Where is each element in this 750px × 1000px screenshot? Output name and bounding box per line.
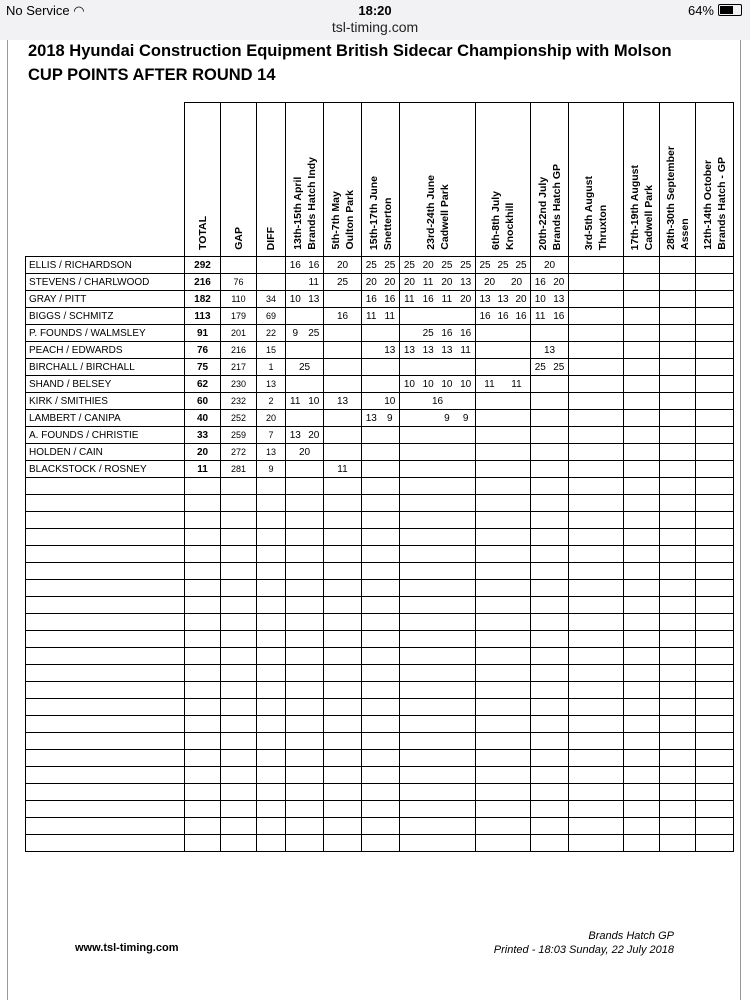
empty-row (26, 750, 734, 767)
round-cell (531, 444, 569, 461)
round-cell (324, 376, 362, 393)
round-cell (569, 461, 624, 478)
round-cell (286, 342, 324, 359)
round-cell (696, 257, 734, 274)
round-cell (569, 274, 624, 291)
empty-row (26, 495, 734, 512)
cell-name: BIGGS / SCHMITZ (26, 308, 185, 325)
cell-gap: 281 (221, 461, 257, 478)
wifi-icon: ◠ (73, 3, 85, 18)
round-cell (624, 427, 660, 444)
round-cell: 13 13 20 (476, 291, 531, 308)
empty-row (26, 648, 734, 665)
round-header: 12th-14th October Brands Hatch - GP (696, 103, 734, 257)
total-header: TOTAL (185, 103, 221, 257)
cell-diff: 20 (257, 410, 286, 427)
round-header: 15th-17th June Snetterton (362, 103, 400, 257)
round-cell (660, 444, 696, 461)
round-cell (696, 291, 734, 308)
round-cell (569, 427, 624, 444)
round-cell (696, 359, 734, 376)
round-cell (324, 342, 362, 359)
cell-diff (257, 274, 286, 291)
document-page (0, 40, 750, 1000)
table-row (26, 393, 734, 410)
round-cell (569, 359, 624, 376)
cell-gap: 252 (221, 410, 257, 427)
round-cell: 11 (286, 274, 324, 291)
round-cell: 25 25 (531, 359, 569, 376)
round-cell: 13 20 (286, 427, 324, 444)
cell-gap: 259 (221, 427, 257, 444)
cell-total: 11 (185, 461, 221, 478)
empty-row (26, 835, 734, 852)
round-cell (531, 461, 569, 478)
round-cell (324, 427, 362, 444)
round-cell: 16 (400, 393, 476, 410)
round-cell (362, 325, 400, 342)
round-cell (531, 325, 569, 342)
table-row (26, 274, 734, 291)
round-cell (569, 325, 624, 342)
cell-diff: 22 (257, 325, 286, 342)
cell-diff: 1 (257, 359, 286, 376)
round-cell (696, 325, 734, 342)
round-cell (362, 444, 400, 461)
round-cell: 13 (531, 342, 569, 359)
footer-printed: Printed - 18:03 Sunday, 22 July 2018 (493, 944, 674, 956)
cell-total: 76 (185, 342, 221, 359)
table-row (26, 359, 734, 376)
round-cell (476, 342, 531, 359)
round-cell (324, 410, 362, 427)
empty-row (26, 818, 734, 835)
round-cell (624, 376, 660, 393)
round-cell: 9 25 (286, 325, 324, 342)
round-header: 28th-30th September Assen (660, 103, 696, 257)
empty-row (26, 563, 734, 580)
round-header: 13th-15th April Brands Hatch Indy (286, 103, 324, 257)
points-table (25, 102, 734, 852)
round-cell (286, 308, 324, 325)
cell-total: 216 (185, 274, 221, 291)
round-cell: 11 16 11 20 (400, 291, 476, 308)
round-cell: 25 20 25 25 (400, 257, 476, 274)
empty-row (26, 546, 734, 563)
round-cell: 25 16 16 (400, 325, 476, 342)
table-row (26, 342, 734, 359)
cell-diff: 34 (257, 291, 286, 308)
round-cell: 20 (324, 257, 362, 274)
cell-total: 292 (185, 257, 221, 274)
cell-diff: 13 (257, 376, 286, 393)
round-cell: 9 9 (400, 410, 476, 427)
empty-row (26, 682, 734, 699)
name-header (26, 103, 185, 257)
round-cell (660, 308, 696, 325)
round-cell (400, 444, 476, 461)
round-cell: 20 (286, 444, 324, 461)
round-cell (660, 427, 696, 444)
cell-diff: 9 (257, 461, 286, 478)
round-cell (660, 376, 696, 393)
round-cell: 16 16 (286, 257, 324, 274)
empty-row (26, 512, 734, 529)
round-cell (696, 308, 734, 325)
battery-icon (718, 4, 742, 16)
cell-total: 91 (185, 325, 221, 342)
round-cell: 16 20 (531, 274, 569, 291)
address-bar[interactable]: tsl-timing.com (331, 19, 419, 35)
cell-total: 182 (185, 291, 221, 308)
round-cell (624, 291, 660, 308)
cell-diff (257, 257, 286, 274)
footer-event: Brands Hatch GP (588, 930, 674, 942)
round-cell (660, 325, 696, 342)
round-cell (624, 325, 660, 342)
round-cell (362, 376, 400, 393)
table-row (26, 291, 734, 308)
round-cell: 25 25 (362, 257, 400, 274)
cell-gap: 272 (221, 444, 257, 461)
round-cell (696, 393, 734, 410)
round-cell: 25 (286, 359, 324, 376)
round-cell (696, 342, 734, 359)
round-cell (660, 393, 696, 410)
round-cell (324, 444, 362, 461)
round-cell: 13 13 13 11 (400, 342, 476, 359)
cell-diff: 13 (257, 444, 286, 461)
round-cell (324, 359, 362, 376)
round-cell: 20 (531, 257, 569, 274)
round-cell (624, 410, 660, 427)
round-cell (569, 291, 624, 308)
round-cell (362, 359, 400, 376)
table-row (26, 461, 734, 478)
cell-gap: 76 (221, 274, 257, 291)
round-cell (531, 393, 569, 410)
clock: 18:20 (358, 3, 392, 18)
page-title: 2018 Hyundai Construction Equipment British Sidecar Championship with Molson (28, 42, 672, 60)
cell-gap: 216 (221, 342, 257, 359)
round-cell (660, 461, 696, 478)
round-cell (569, 393, 624, 410)
cell-name: HOLDEN / CAIN (26, 444, 185, 461)
round-cell: 11 11 (476, 376, 531, 393)
round-cell: 11 10 (286, 393, 324, 410)
round-cell (400, 359, 476, 376)
round-cell (569, 342, 624, 359)
round-cell (286, 376, 324, 393)
page-subtitle: CUP POINTS AFTER ROUND 14 (28, 66, 276, 84)
cell-total: 60 (185, 393, 221, 410)
round-cell (696, 444, 734, 461)
round-cell (624, 393, 660, 410)
round-cell (569, 308, 624, 325)
round-header: 17th-19th August Cadwell Park (624, 103, 660, 257)
round-cell (286, 461, 324, 478)
round-cell: 16 16 16 (476, 308, 531, 325)
round-header: 5th-7th May Oulton Park (324, 103, 362, 257)
round-cell (569, 410, 624, 427)
round-cell (362, 427, 400, 444)
cell-total: 40 (185, 410, 221, 427)
round-cell (400, 427, 476, 444)
round-cell (660, 257, 696, 274)
round-cell: 11 16 (531, 308, 569, 325)
cell-name: BLACKSTOCK / ROSNEY (26, 461, 185, 478)
gap-header: GAP (221, 103, 257, 257)
cell-diff: 2 (257, 393, 286, 410)
empty-row (26, 529, 734, 546)
round-cell (696, 410, 734, 427)
cell-name: P. FOUNDS / WALMSLEY (26, 325, 185, 342)
cell-name: KIRK / SMITHIES (26, 393, 185, 410)
round-cell (660, 410, 696, 427)
table-row (26, 410, 734, 427)
round-cell (624, 257, 660, 274)
empty-row (26, 767, 734, 784)
cell-gap: 179 (221, 308, 257, 325)
round-cell (660, 342, 696, 359)
round-header: 20th-22nd July Brands Hatch GP (531, 103, 569, 257)
round-cell (569, 257, 624, 274)
round-cell (660, 359, 696, 376)
empty-row (26, 665, 734, 682)
cell-name: BIRCHALL / BIRCHALL (26, 359, 185, 376)
round-cell (324, 325, 362, 342)
round-cell (531, 427, 569, 444)
round-cell (624, 342, 660, 359)
round-header: 3rd-5th August Thruxton (569, 103, 624, 257)
round-cell (400, 461, 476, 478)
battery-status: 64% (688, 3, 742, 18)
table-row (26, 376, 734, 393)
round-cell (531, 410, 569, 427)
round-cell: 11 11 (362, 308, 400, 325)
cell-diff: 69 (257, 308, 286, 325)
cell-name: LAMBERT / CANIPA (26, 410, 185, 427)
round-cell (476, 427, 531, 444)
round-cell: 10 (362, 393, 400, 410)
round-cell: 10 13 (286, 291, 324, 308)
table-row (26, 444, 734, 461)
cell-name: GRAY / PITT (26, 291, 185, 308)
round-cell (696, 376, 734, 393)
round-header: 23rd-24th June Cadwell Park (400, 103, 476, 257)
table-row (26, 257, 734, 274)
empty-row (26, 733, 734, 750)
cell-gap: 201 (221, 325, 257, 342)
round-cell (476, 410, 531, 427)
carrier-label: No Service ◠ (6, 3, 85, 18)
round-cell (286, 410, 324, 427)
round-cell (660, 291, 696, 308)
round-cell (624, 274, 660, 291)
cell-total: 113 (185, 308, 221, 325)
round-cell (324, 291, 362, 308)
round-cell (476, 461, 531, 478)
round-cell (476, 444, 531, 461)
cell-total: 75 (185, 359, 221, 376)
cell-name: SHAND / BELSEY (26, 376, 185, 393)
round-cell (696, 427, 734, 444)
round-cell (696, 274, 734, 291)
round-cell (476, 325, 531, 342)
round-cell (660, 274, 696, 291)
table-row (26, 308, 734, 325)
round-cell (476, 359, 531, 376)
round-cell: 13 (362, 342, 400, 359)
round-cell (400, 308, 476, 325)
round-cell (362, 461, 400, 478)
cell-gap: 232 (221, 393, 257, 410)
round-cell: 20 20 (476, 274, 531, 291)
round-cell: 10 10 10 10 (400, 376, 476, 393)
cell-name: ELLIS / RICHARDSON (26, 257, 185, 274)
empty-row (26, 597, 734, 614)
diff-header: DIFF (257, 103, 286, 257)
round-cell: 25 25 25 (476, 257, 531, 274)
round-cell: 20 20 (362, 274, 400, 291)
cell-gap: 217 (221, 359, 257, 376)
empty-row (26, 716, 734, 733)
cell-name: PEACH / EDWARDS (26, 342, 185, 359)
round-cell (624, 308, 660, 325)
table-row (26, 427, 734, 444)
round-cell (531, 376, 569, 393)
round-cell: 16 16 (362, 291, 400, 308)
round-cell: 16 (324, 308, 362, 325)
empty-row (26, 784, 734, 801)
empty-row (26, 614, 734, 631)
round-header: 6th-8th July Knockhill (476, 103, 531, 257)
cell-diff: 7 (257, 427, 286, 444)
round-cell (624, 461, 660, 478)
cell-total: 62 (185, 376, 221, 393)
cell-name: STEVENS / CHARLWOOD (26, 274, 185, 291)
round-cell: 13 9 (362, 410, 400, 427)
round-cell: 25 (324, 274, 362, 291)
empty-row (26, 801, 734, 818)
empty-row (26, 699, 734, 716)
cell-gap: 110 (221, 291, 257, 308)
cell-total: 20 (185, 444, 221, 461)
empty-row (26, 478, 734, 495)
empty-row (26, 580, 734, 597)
status-bar (0, 0, 750, 20)
table-row (26, 325, 734, 342)
round-cell (476, 393, 531, 410)
cell-gap (221, 257, 257, 274)
round-cell (569, 376, 624, 393)
round-cell (624, 359, 660, 376)
round-cell: 10 13 (531, 291, 569, 308)
round-cell: 11 (324, 461, 362, 478)
round-cell (624, 444, 660, 461)
cell-name: A. FOUNDS / CHRISTIE (26, 427, 185, 444)
round-cell: 13 (324, 393, 362, 410)
empty-row (26, 631, 734, 648)
footer-website: www.tsl-timing.com (75, 942, 179, 954)
round-cell: 20 11 20 13 (400, 274, 476, 291)
round-cell (569, 444, 624, 461)
round-cell (696, 461, 734, 478)
cell-gap: 230 (221, 376, 257, 393)
cell-total: 33 (185, 427, 221, 444)
cell-diff: 15 (257, 342, 286, 359)
